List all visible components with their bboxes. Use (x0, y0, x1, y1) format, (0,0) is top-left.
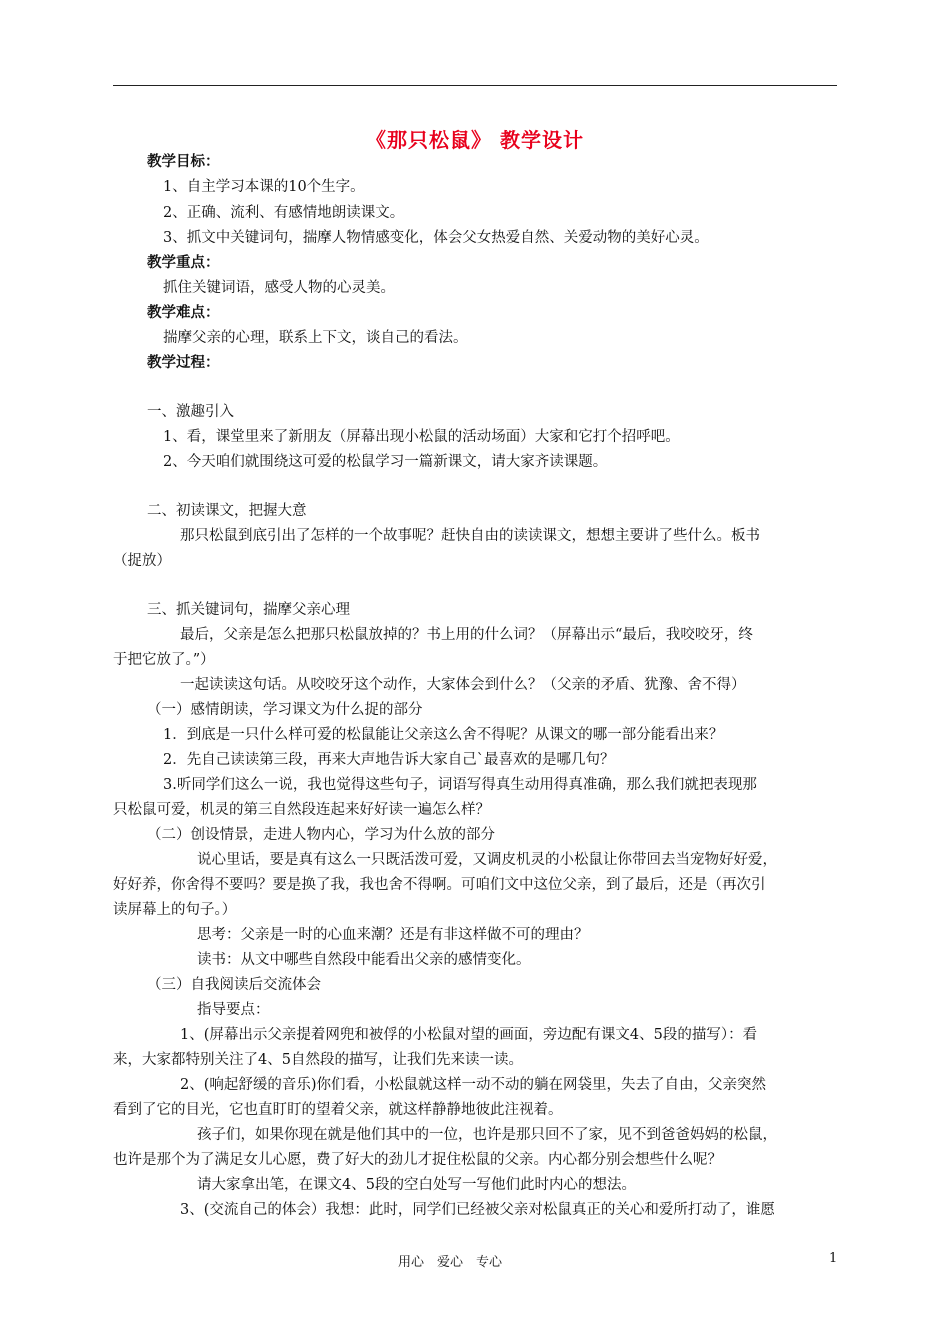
list-item: 3.听同学们这么一说，我也觉得这些句子，词语写得真生动用得真准确，那么我们就把表现那 (163, 777, 757, 793)
objective-item: 3、抓文中关键词句，揣摩人物情感变化，体会父女热爱自然、关爱动物的美好心灵。 (163, 230, 709, 246)
subsection-heading-1: （一）感情朗读，学习课文为什么捉的部分 (147, 702, 423, 718)
paragraph-line: 请大家拿出笔，在课文4、5段的空白处写一写他们此时内心的想法。 (197, 1177, 636, 1193)
footer-motto: 用心 爱心 专心 (398, 1255, 503, 1270)
paragraph-line: 于把它放了。”） (113, 652, 215, 668)
paragraph-line: 读屏幕上的句子。） (113, 902, 237, 918)
paragraph-line: 好好养，你舍得不要吗？要是换了我，我也舍不得啊。可咱们文中这位父亲，到了最后，还是（再次引 (113, 877, 766, 893)
paragraph-line: 2、今天咱们就围绕这可爱的松鼠学习一篇新课文，请大家齐读课题。 (163, 454, 608, 470)
objectives-heading: 教学目标： (147, 153, 220, 170)
paragraph-line: 一起读读这句话。从咬咬牙这个动作，大家体会到什么？（父亲的矛盾、犹豫、舍不得） (180, 677, 746, 693)
paragraph-line: 思考：父亲是一时的心血来潮？还是有非这样做不可的理由？ (197, 927, 589, 943)
paragraph-line: 指导要点： (197, 1002, 270, 1018)
paragraph-line: （捉放） (113, 553, 171, 569)
list-item: 1．到底是一只什么样可爱的松鼠能让父亲这么舍不得呢？从课文的哪一部分能看出来？ (163, 727, 724, 743)
objective-item: 2、正确、流利、有感情地朗读课文。 (163, 205, 405, 221)
objective-item: 1、自主学习本课的10个生字。 (163, 179, 365, 195)
paragraph-line: 来，大家都特别关注了4、5自然段的描写，让我们先来读一读。 (113, 1052, 523, 1068)
key-points-heading: 教学重点： (147, 254, 220, 271)
paragraph-line: 最后，父亲是怎么把那只松鼠放掉的？书上用的什么词？（屏幕出示“最后，我咬咬牙，终 (180, 627, 753, 643)
section-heading-2: 二、初读课文，把握大意 (147, 503, 307, 519)
paragraph-line: 2、(响起舒缓的音乐)你们看，小松鼠就这样一动不动的躺在网袋里，失去了自由，父亲突然 (180, 1077, 767, 1093)
section-heading-1: 一、激趣引入 (147, 404, 234, 420)
paragraph-line: 也许是那个为了满足女儿心愿，费了好大的劲儿才捉住松鼠的父亲。内心都分别会想些什么呢？ (113, 1152, 722, 1168)
page-number: 1 (829, 1251, 838, 1266)
list-item: 2．先自己读读第三段，再来大声地告诉大家自己`最喜欢的是哪几句？ (163, 752, 615, 768)
paragraph-line: 1、(屏幕出示父亲提着网兜和被俘的小松鼠对望的画面，旁边配有课文4、5段的描写）：看 (180, 1027, 758, 1043)
process-heading: 教学过程： (147, 354, 220, 371)
paragraph-line: 1、看，课堂里来了新朋友（屏幕出现小松鼠的活动场面）大家和它打个招呼吧。 (163, 429, 680, 445)
key-points-text: 抓住关键词语，感受人物的心灵美。 (163, 280, 395, 296)
paragraph-line: 那只松鼠到底引出了怎样的一个故事呢？赶快自由的读读课文，想想主要讲了些什么。板书 (180, 528, 760, 544)
paragraph-line: 3、(交流自己的体会）我想：此时，同学们已经被父亲对松鼠真正的关心和爱所打动了，谁愿 (180, 1202, 775, 1218)
paragraph-line: 说心里话，要是真有这么一只既活泼可爱，又调皮机灵的小松鼠让你带回去当宠物好好爱， (197, 852, 777, 868)
paragraph-line: 看到了它的目光，它也直盯盯的望着父亲，就这样静静地彼此注视着。 (113, 1102, 563, 1118)
document-title: 《那只松鼠》 教学设计 (366, 128, 584, 152)
header-rule (113, 85, 837, 86)
difficulty-text: 揣摩父亲的心理，联系上下文，谈自己的看法。 (163, 330, 468, 346)
paragraph-line: 只松鼠可爱，机灵的第三自然段连起来好好读一遍怎么样？ (113, 802, 490, 818)
section-heading-3: 三、抓关键词句，揣摩父亲心理 (147, 602, 350, 618)
subsection-heading-3: （三）自我阅读后交流体会 (147, 977, 321, 993)
paragraph-line: 孩子们，如果你现在就是他们其中的一位，也许是那只回不了家，见不到爸爸妈妈的松鼠， (197, 1127, 777, 1143)
difficulty-heading: 教学难点： (147, 304, 220, 321)
paragraph-line: 读书：从文中哪些自然段中能看出父亲的感情变化。 (197, 952, 531, 968)
subsection-heading-2: （二）创设情景，走进人物内心，学习为什么放的部分 (147, 827, 495, 843)
